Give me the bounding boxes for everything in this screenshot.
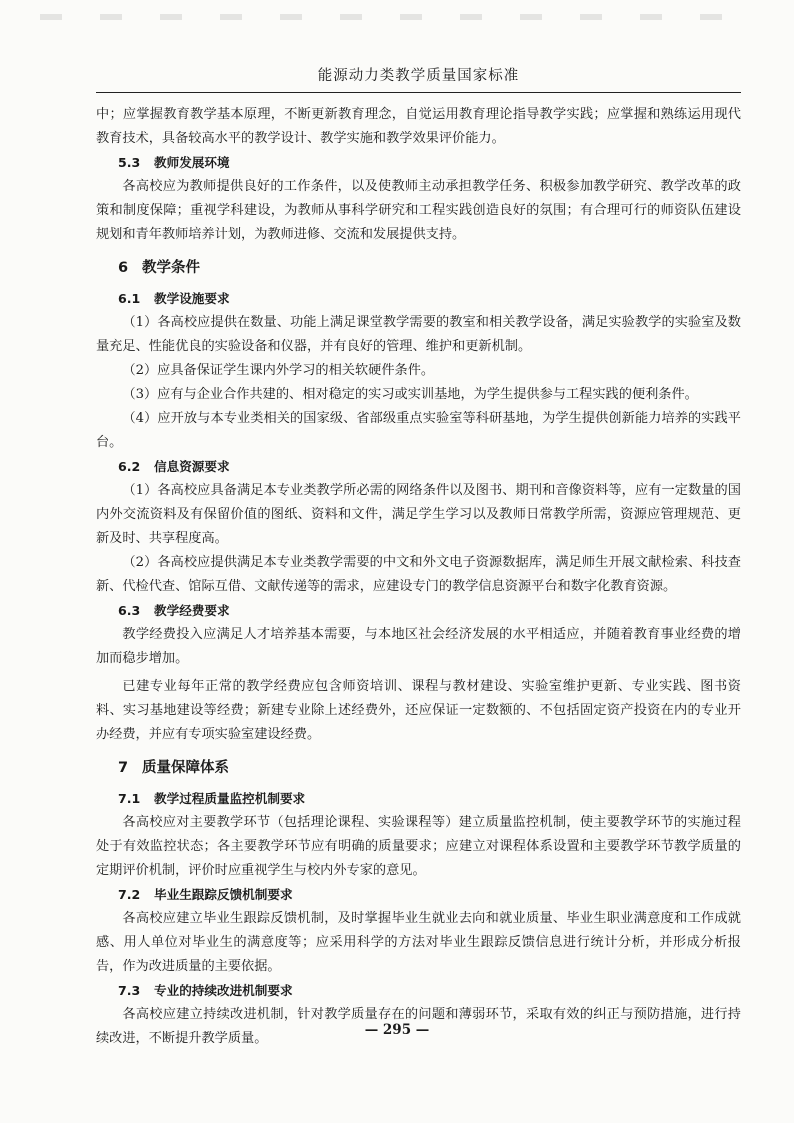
- page-body: [96, 103, 741, 1051]
- section-heading-6-1: [118, 287, 741, 311]
- list-item: （3）应有与企业合作共建的、相对稳定的实习或实训基地，为学生提供参与工程实践的便利条件。: [122, 387, 698, 402]
- section-number: 5.3: [118, 155, 141, 170]
- paragraph: 已建专业每年正常的教学经费应包含师资培训、课程与教材建设、实验室维护更新、专业实践、图书资料、实习基地建设等经费；新建专业除上述经费外，还应保证一定数额的、不包括固定资产投资在内的专业开办经费，并应有专项实验室建设经费。: [96, 679, 741, 742]
- section-title: 专业的持续改进机制要求: [154, 983, 293, 998]
- section-number: 6.2: [118, 459, 141, 474]
- section-heading-7-1: [118, 787, 741, 811]
- section-number: 7.3: [118, 983, 141, 998]
- section-heading-6-3: [118, 599, 741, 623]
- section-number: 7.1: [118, 791, 141, 806]
- section-heading-7-3: [118, 979, 741, 1003]
- section-number: 6.3: [118, 603, 141, 618]
- chapter-number: 7: [118, 760, 129, 776]
- list-item: （2）各高校应提供满足本专业类教学需要的中文和外文电子资源数据库，满足师生开展文献检索、科技查新、代检代查、馆际互借、文献传递等的需求，应建设专门的教学信息资源平台和数字化教育资源。: [96, 555, 741, 594]
- paragraph: 各高校应建立毕业生跟踪反馈机制，及时掌握毕业生就业去向和就业质量、毕业生职业满意度和工作成就感、用人单位对毕业生的满意度等；应采用科学的方法对毕业生跟踪反馈信息进行统计分析，并形成分析报告，作为改进质量的主要依据。: [96, 911, 741, 974]
- chapter-number: 6: [118, 260, 129, 276]
- paragraph: 各高校应建立持续改进机制，针对教学质量存在的问题和薄弱环节，采取有效的纠正与预防措施，进行持续改进，不断提升教学质量。: [96, 1007, 741, 1046]
- chapter-title: 质量保障体系: [142, 760, 229, 776]
- running-header: 能源动力类教学质量国家标准: [96, 64, 741, 93]
- section-number: 7.2: [118, 887, 141, 902]
- section-title: 教学过程质量监控机制要求: [154, 791, 306, 806]
- section-title: 教师发展环境: [154, 155, 230, 170]
- paragraph-continued: 中；应掌握教育教学基本原理，不断更新教育理念，自觉运用教育理论指导教学实践；应掌握和熟练运用现代教育技术，具备较高水平的教学设计、教学实施和教学效果评价能力。: [96, 107, 741, 146]
- list-item: （1）各高校应提供在数量、功能上满足课堂教学需要的教室和相关教学设备，满足实验教学的实验室及数量充足、性能优良的实验设备和仪器，并有良好的管理、维护和更新机制。: [96, 315, 741, 354]
- chapter-title: 教学条件: [142, 260, 200, 276]
- list-item: （2）应具备保证学生课内外学习的相关软硬件条件。: [122, 363, 435, 378]
- paragraph: 各高校应对主要教学环节（包括理论课程、实验课程等）建立质量监控机制，使主要教学环节的实施过程处于有效监控状态；各主要教学环节应有明确的质量要求；应建立对课程体系设置和主要教学环节教学质量的定期评价机制，评价时应重视学生与校内外专家的意见。: [96, 815, 741, 878]
- section-heading-6-2: [118, 455, 741, 479]
- chapter-heading-6: [118, 255, 741, 281]
- section-title: 教学经费要求: [154, 603, 230, 618]
- section-number: 6.1: [118, 291, 141, 306]
- chapter-heading-7: [118, 755, 741, 781]
- list-item: （1）各高校应具备满足本专业类教学所必需的网络条件以及图书、期刊和音像资料等，应有一定数量的国内外交流资料及有保留价值的图纸、资料和文件，满足学生学习以及教师日常教学所需，资源应管理规范、更新及时、共享程度高。: [96, 483, 741, 546]
- section-title: 毕业生跟踪反馈机制要求: [154, 887, 293, 902]
- section-title: 教学设施要求: [154, 291, 230, 306]
- section-title: 信息资源要求: [154, 459, 230, 474]
- page-number: — 295 —: [364, 1022, 430, 1038]
- paragraph: 各高校应为教师提供良好的工作条件，以及使教师主动承担教学任务、积极参加教学研究、教学改革的政策和制度保障；重视学科建设，为教师从事科学研究和工程实践创造良好的氛围；有合理可行的师资队伍建设规划和青年教师培养计划，为教师进修、交流和发展提供支持。: [96, 179, 741, 242]
- section-heading-5-3: [118, 151, 741, 175]
- scan-edge-mark: [40, 14, 754, 20]
- paragraph: 教学经费投入应满足人才培养基本需要，与本地区社会经济发展的水平相适应，并随着教育事业经费的增加而稳步增加。: [96, 627, 741, 666]
- list-item: （4）应开放与本专业类相关的国家级、省部级重点实验室等科研基地，为学生提供创新能力培养的实践平台。: [96, 411, 741, 450]
- section-heading-7-2: [118, 883, 741, 907]
